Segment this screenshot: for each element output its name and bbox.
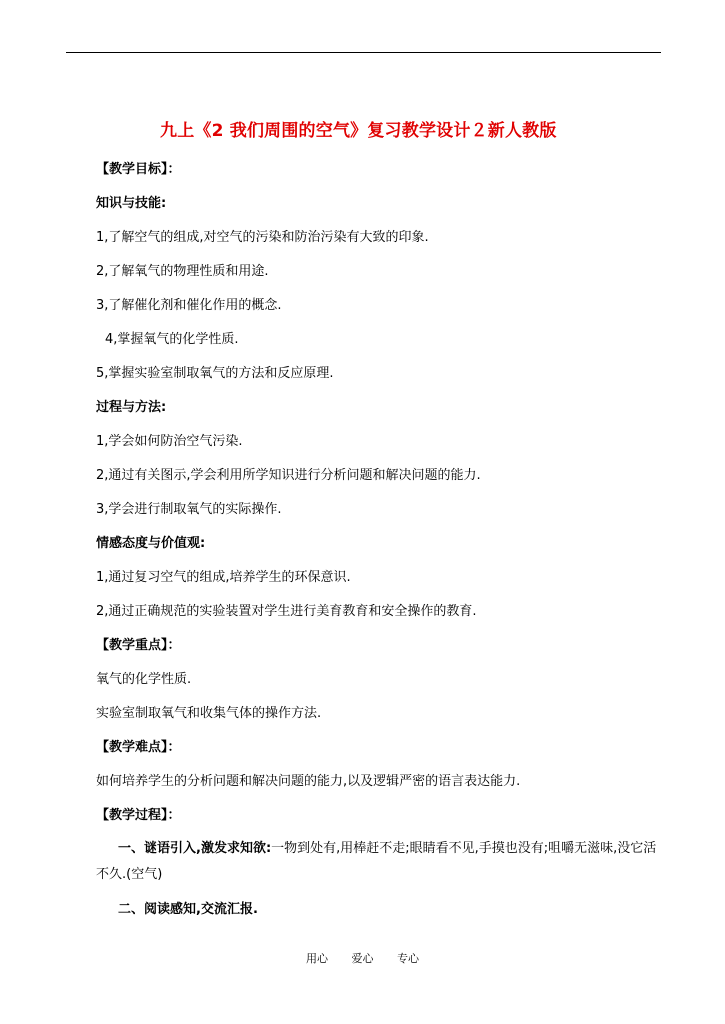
emotion-item: 2,通过正确规范的实验装置对学生进行美育教育和安全操作的教育.	[96, 604, 477, 619]
process-item: 3,学会进行制取氧气的实际操作.	[96, 502, 282, 517]
page-footer	[0, 950, 725, 966]
footer-word: 专心	[397, 952, 419, 965]
emotion-item: 1,通过复习空气的组成,培养学生的环保意识.	[96, 570, 351, 585]
knowledge-item: 2,了解氧气的物理性质和用途.	[96, 264, 269, 279]
footer-word: 爱心	[351, 952, 374, 965]
process-item: 2,通过有关图示,学会利用所学知识进行分析问题和解决问题的能力.	[96, 468, 481, 483]
emotion-values-heading: 情感态度与价值观:	[96, 536, 206, 551]
knowledge-item: 1,了解空气的组成,对空气的污染和防治污染有大致的印象.	[96, 230, 429, 245]
document-title: 九上《2 我们周围的空气》复习教学设计２新人教版	[160, 121, 557, 141]
step1-label: 一、谜语引入,激发求知欲:	[118, 841, 272, 856]
key-points-heading: 【教学重点】：	[96, 638, 181, 653]
teaching-goal-heading: 【教学目标】：	[96, 162, 181, 177]
knowledge-item: 3,了解催化剂和催化作用的概念.	[96, 298, 282, 313]
key-point-item: 实验室制取氧气和收集气体的操作方法.	[96, 706, 322, 721]
key-point-item: 氧气的化学性质.	[96, 672, 192, 687]
step1-text: 一物到处有,用棒赶不走;眼睛看不见,手摸也没有;咀嚼无滋味,没它活不久.(空气)	[96, 841, 657, 882]
knowledge-item: 5,掌握实验室制取氧气的方法和反应原理.	[96, 366, 334, 381]
process-methods-heading: 过程与方法:	[96, 400, 167, 415]
step2-label: 二、阅读感知,交流汇报.	[118, 902, 258, 917]
riddle-paragraph	[96, 836, 666, 888]
difficulties-heading: 【教学难点】：	[96, 740, 181, 755]
teaching-process-heading: 【教学过程】：	[96, 808, 181, 823]
process-item: 1,学会如何防治空气污染.	[96, 434, 243, 449]
difficulties-text: 如何培养学生的分析问题和解决问题的能力,以及逻辑严密的语言表达能力.	[96, 774, 521, 789]
header-rule	[66, 52, 661, 53]
knowledge-item: 4,掌握氧气的化学性质.	[105, 332, 239, 347]
knowledge-skills-heading: 知识与技能:	[96, 196, 167, 211]
footer-word: 用心	[306, 952, 328, 965]
